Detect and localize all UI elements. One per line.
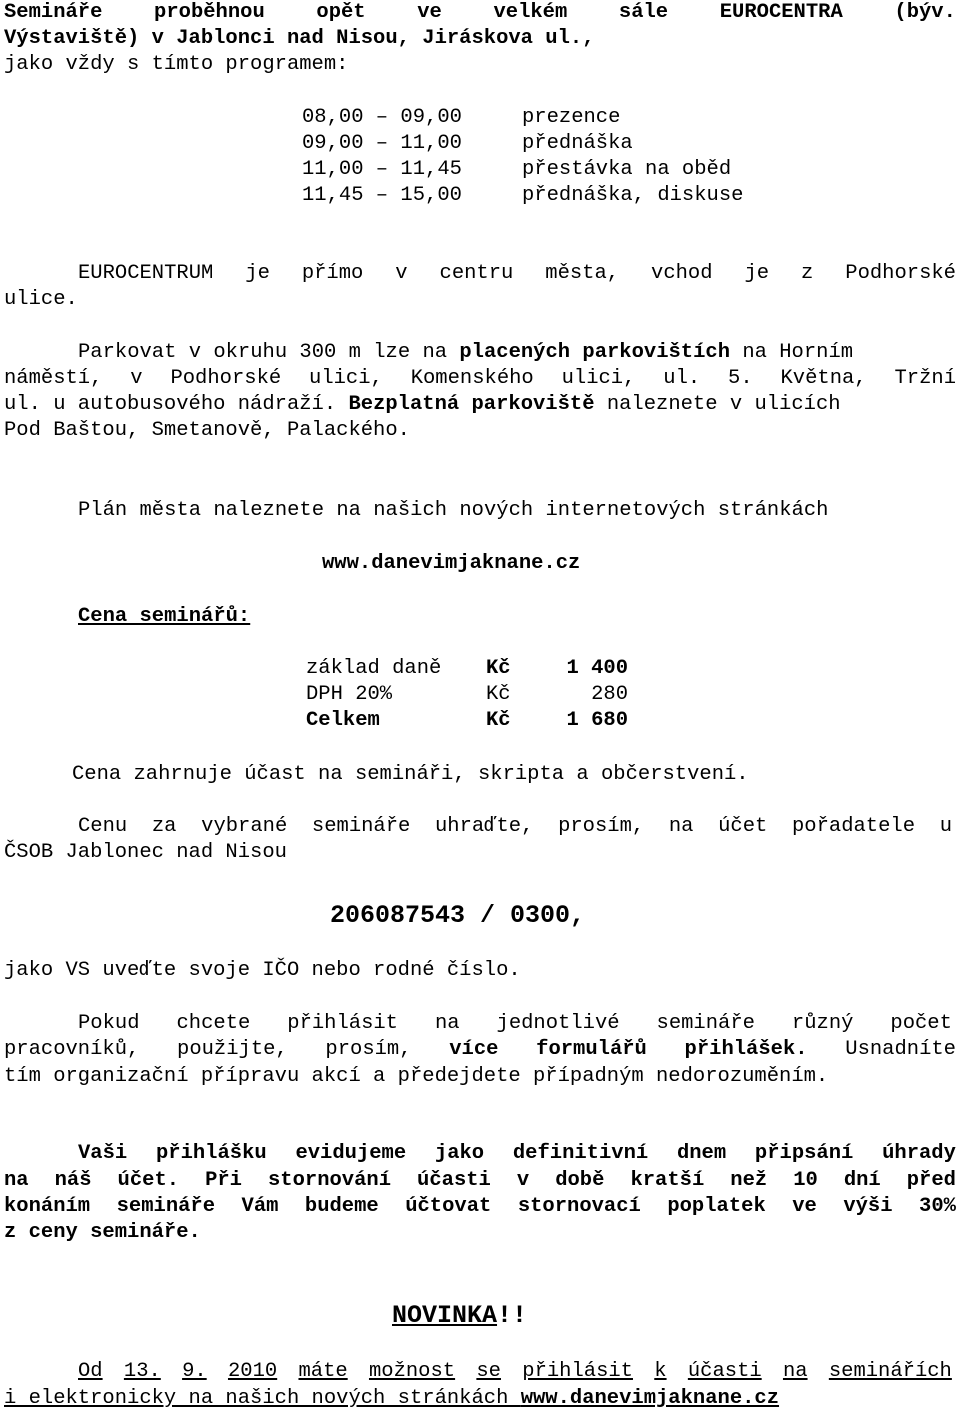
word: semináře	[656, 1012, 755, 1035]
word: ul.	[663, 367, 701, 390]
word: seminářích	[828, 1360, 952, 1383]
notice-line-3	[4, 1194, 956, 1220]
word: evidujeme	[295, 1142, 407, 1165]
word: k	[654, 1360, 667, 1383]
price-includes: Cena zahrnuje účast na semináři, skripta a občerstvení.	[72, 763, 749, 786]
price-amount: 1 680	[566, 709, 628, 732]
word: 10	[793, 1169, 818, 1192]
multiple-line-3: tím organizační přípravu akcí a předejdete případným nedorozuměním.	[4, 1065, 829, 1088]
word: na	[782, 1360, 808, 1383]
multiple-forms-highlight: přihlášek.	[684, 1038, 808, 1061]
multiple-line-2	[4, 1037, 956, 1063]
word: různý	[791, 1012, 854, 1035]
word: Cenu	[78, 815, 128, 838]
word: Podhorské	[845, 262, 956, 285]
word: 5.	[728, 367, 753, 390]
novinka-title: NOVINKA	[392, 1301, 498, 1330]
schedule-time: 11,45 – 15,00	[302, 184, 462, 207]
schedule-activity: přestávka na oběd	[522, 158, 732, 181]
payment-line-1	[78, 814, 952, 840]
word: stornovací	[517, 1195, 641, 1218]
intro-line-1	[4, 0, 956, 26]
schedule-time: 09,00 – 11,00	[302, 132, 462, 155]
word: účasti	[687, 1360, 762, 1383]
word: proběhnou	[154, 1, 265, 24]
parking-line-3	[4, 392, 841, 418]
word: Května,	[780, 367, 867, 390]
word: kratší	[630, 1169, 705, 1192]
word: konáním	[4, 1195, 91, 1218]
price-amount: 280	[591, 683, 628, 706]
word: výši	[843, 1195, 893, 1218]
word: budeme	[304, 1195, 379, 1218]
price-label: Celkem	[306, 709, 380, 732]
word: dní	[843, 1169, 881, 1192]
word: semináře	[116, 1195, 216, 1218]
account-number: 206087543 / 0300,	[330, 901, 586, 930]
word: na	[4, 1169, 29, 1192]
paid-parking-highlight: placených parkovištích	[459, 341, 731, 364]
word: přihlásit	[287, 1012, 398, 1035]
word: dnem	[676, 1142, 727, 1165]
word: 9.	[182, 1360, 207, 1383]
word: Od	[78, 1360, 103, 1383]
price-currency: Kč	[486, 657, 511, 680]
schedule-time: 11,00 – 11,45	[302, 158, 462, 181]
word: opět	[316, 1, 366, 24]
word: ve	[792, 1195, 817, 1218]
word: účasti	[417, 1169, 491, 1192]
word: uhraďte,	[435, 815, 534, 838]
word: na	[434, 1012, 460, 1035]
word: než	[730, 1169, 768, 1192]
parking-text: naleznete v ulicích	[594, 393, 841, 416]
word: ve	[417, 1, 442, 24]
price-currency: Kč	[486, 683, 511, 706]
word: (býv.	[894, 1, 956, 24]
word: přihlášku	[155, 1142, 267, 1165]
word: Tržní	[894, 367, 956, 390]
word: definitivní	[512, 1142, 649, 1165]
word: možnost	[368, 1360, 456, 1383]
word: vchod	[651, 262, 713, 285]
novinka-text: i elektronicky na našich nových stránkách	[4, 1387, 521, 1410]
multiple-forms-highlight: více	[449, 1038, 499, 1061]
word: EUROCENTRUM	[78, 262, 214, 285]
intro-line-3: jako vždy s tímto programem:	[4, 53, 349, 76]
multiple-text: použijte,	[177, 1038, 288, 1061]
website-url[interactable]: www.danevimjaknane.cz	[322, 552, 581, 575]
location-line-1	[78, 261, 956, 287]
word: náš	[54, 1169, 92, 1192]
multiple-text: Usnadníte	[845, 1038, 956, 1061]
vs-note: jako VS uveďte svoje IČO nebo rodné číslo.	[4, 959, 521, 982]
novinka-line-1	[78, 1359, 952, 1385]
word: poplatek	[667, 1195, 766, 1218]
notice-line-2	[4, 1168, 956, 1194]
schedule-activity: prezence	[522, 106, 621, 129]
word: náměstí,	[4, 367, 103, 390]
word: 2010	[227, 1360, 278, 1383]
word: města,	[545, 262, 620, 285]
word: jednotlivé	[496, 1012, 620, 1035]
payment-line-2: ČSOB Jablonec nad Nisou	[4, 841, 287, 864]
notice-line-1	[78, 1141, 956, 1167]
word: době	[555, 1169, 605, 1192]
word: před	[906, 1169, 956, 1192]
word: je	[744, 262, 770, 285]
novinka-marks: !!	[497, 1301, 528, 1330]
intro-line-2: Výstaviště) v Jablonci nad Nisou, Jiráskova ul.,	[4, 27, 595, 50]
word: centru	[439, 262, 514, 285]
word: v	[130, 367, 143, 390]
price-heading: Cena seminářů:	[78, 605, 251, 628]
word: semináře	[311, 815, 411, 838]
word: vybrané	[201, 815, 288, 838]
parking-text: Parkovat v okruhu 300 m lze na	[78, 341, 460, 364]
word: ulici,	[309, 367, 383, 390]
location-line-2: ulice.	[4, 288, 78, 311]
price-amount: 1 400	[566, 657, 628, 680]
price-currency: Kč	[486, 709, 511, 732]
word: 13.	[123, 1360, 161, 1383]
word: Pokud	[78, 1012, 140, 1035]
city-plan-text: Plán města naleznete na našich nových internetových stránkách	[78, 499, 829, 522]
parking-line-1	[78, 340, 853, 366]
parking-text: na Horním	[730, 341, 854, 364]
schedule-time: 08,00 – 09,00	[302, 106, 462, 129]
word: přímo	[301, 262, 364, 285]
word: chcete	[176, 1012, 251, 1035]
word: z	[801, 262, 814, 285]
multiple-text: prosím,	[325, 1038, 412, 1061]
word: Komenského	[410, 367, 534, 390]
multiple-forms-highlight: formulářů	[536, 1038, 647, 1061]
word: sále	[618, 1, 669, 24]
word: úhrady	[882, 1142, 956, 1165]
word: účet	[718, 815, 768, 838]
word: máte	[298, 1360, 348, 1383]
word: pořadatele	[792, 815, 916, 838]
word: Vám	[241, 1195, 279, 1218]
word: jako	[434, 1142, 485, 1165]
word: stornování	[268, 1169, 392, 1192]
word: účet.	[117, 1169, 180, 1192]
word: v	[395, 262, 408, 285]
parking-line-4: Pod Baštou, Smetanově, Palackého.	[4, 419, 410, 442]
parking-line-2	[4, 366, 956, 392]
multiple-line-1	[78, 1011, 952, 1037]
word: Při	[205, 1169, 242, 1192]
word: přihlásit	[522, 1360, 633, 1383]
price-label: základ daně	[306, 657, 442, 680]
word: účtovat	[405, 1195, 492, 1218]
price-label: DPH 20%	[306, 683, 393, 706]
word: ulici,	[561, 367, 636, 390]
word: je	[245, 262, 270, 285]
word: v	[516, 1169, 530, 1192]
free-parking-highlight: Bezplatná parkoviště	[348, 393, 595, 416]
word: prosím,	[558, 815, 645, 838]
word: za	[151, 815, 177, 838]
parking-text: ul. u autobusového nádraží.	[4, 393, 349, 416]
word: připsání	[754, 1142, 854, 1165]
novinka-line-2	[4, 1386, 779, 1412]
word: počet	[890, 1012, 952, 1035]
novinka-url[interactable]: www.danevimjaknane.cz	[520, 1387, 780, 1410]
notice-line-4: z ceny semináře.	[4, 1221, 201, 1244]
multiple-text: pracovníků,	[4, 1038, 140, 1061]
word: na	[668, 815, 694, 838]
novinka-heading	[392, 1300, 527, 1332]
word: 30%	[919, 1195, 956, 1218]
word: Semináře	[4, 1, 103, 24]
word: Vaši	[78, 1142, 128, 1165]
word: EUROCENTRA	[719, 1, 843, 24]
word: Podhorské	[170, 367, 282, 390]
schedule-activity: přednáška	[522, 132, 633, 155]
word: velkém	[493, 1, 568, 24]
word: se	[476, 1360, 501, 1383]
schedule-activity: přednáška, diskuse	[522, 184, 744, 207]
word: u	[939, 815, 952, 838]
